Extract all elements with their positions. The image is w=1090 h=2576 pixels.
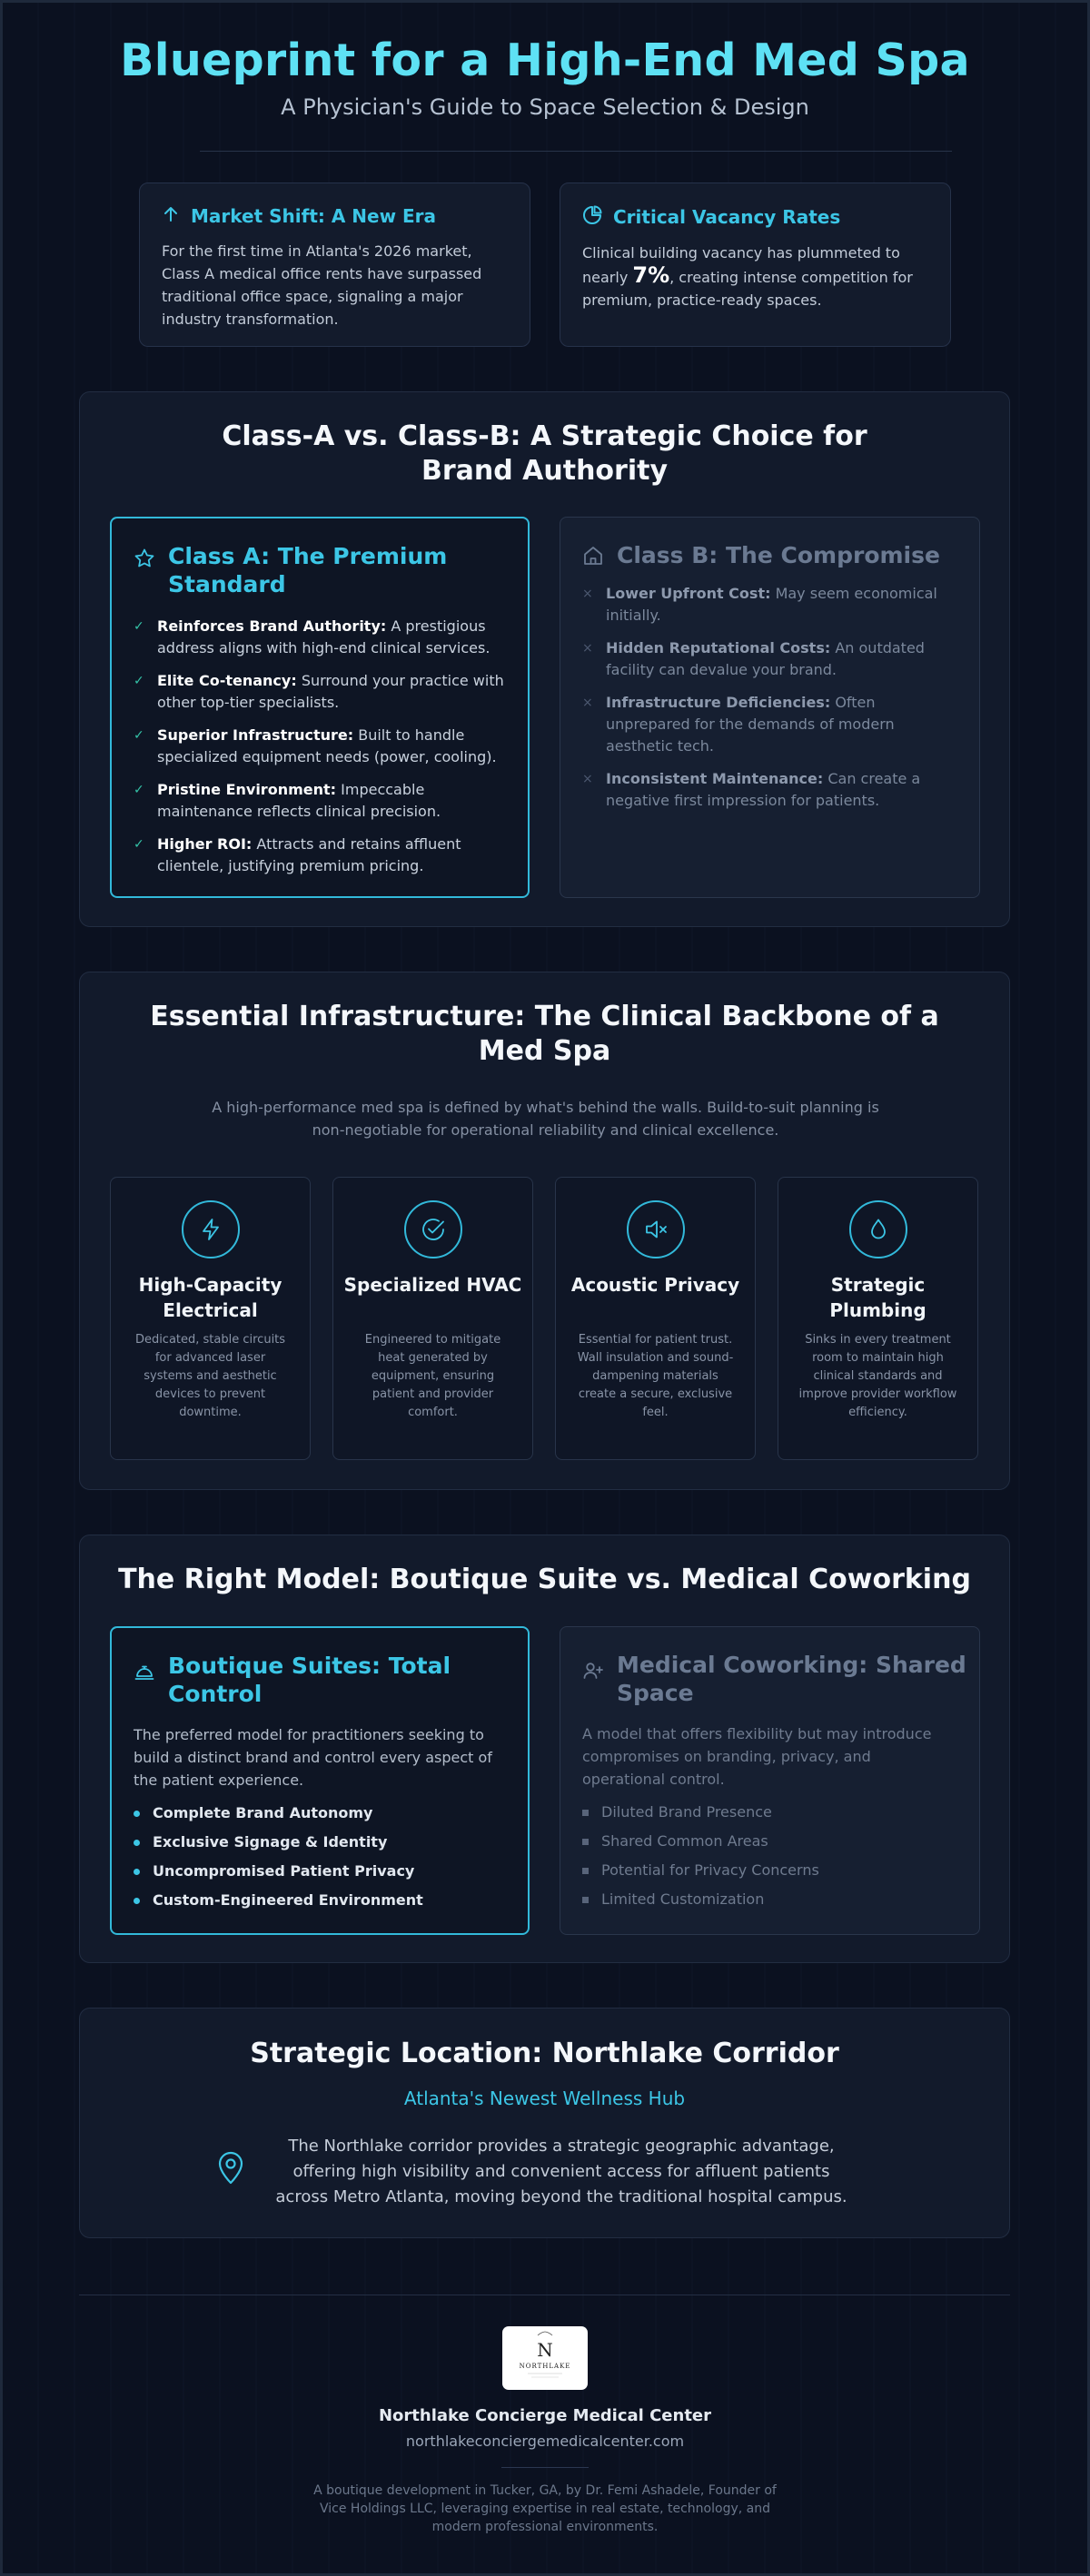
- list-item: [582, 768, 957, 812]
- stat-text-start: Clinical building vacancy has plummeted to nearly: [582, 244, 900, 286]
- x-icon: ×: [582, 772, 593, 786]
- infra-text: Sinks in every treatment room to maintain high clinical standards and improve provider workflow efficiency.: [798, 1333, 957, 1419]
- infra-title: High-Capacity Electrical: [138, 1274, 282, 1321]
- list-item: [134, 779, 506, 823]
- class-b-card: [560, 517, 980, 898]
- bullet-square: [582, 1839, 589, 1845]
- item-text: Uncompromised Patient Privacy: [153, 1862, 415, 1880]
- item-label: Superior Infrastructure:: [157, 726, 354, 744]
- item-text: Diluted Brand Presence: [601, 1803, 772, 1821]
- check-circle-icon: [404, 1200, 462, 1258]
- arrow-up-icon: [162, 205, 180, 227]
- star-icon: [134, 548, 155, 573]
- bullet-square: [582, 1868, 589, 1874]
- item-text: A prestigious address aligns with high-end clinical services.: [157, 617, 490, 656]
- stat-text: For the first time in Atlanta's 2026 market, Class A medical office rents have surpassed traditional office space, signaling a major industry transformation.: [162, 242, 482, 328]
- bullet-dot: [134, 1898, 140, 1904]
- infra-text: Essential for patient trust. Wall insulation and sound-dampening materials create a secure, exclusive feel.: [577, 1333, 734, 1419]
- location-text: The Northlake corridor provides a strategic geographic advantage, offering high visibility and convenient access for affluent patients across Metro Atlanta, moving beyond the traditional hospital campus.: [275, 2137, 847, 2206]
- bullet-dot: [134, 1840, 140, 1846]
- item-text: Built to handle specialized equipment needs (power, cooling).: [157, 726, 497, 765]
- bullet-square: [582, 1897, 589, 1903]
- item-text: May seem economical initially.: [606, 585, 937, 624]
- class-a-list: [134, 616, 506, 888]
- infra-title: Specialized HVAC: [343, 1274, 522, 1296]
- bullet-square: [582, 1810, 589, 1816]
- item-label: Pristine Environment:: [157, 781, 337, 798]
- x-icon: ×: [582, 696, 593, 710]
- list-item: [582, 692, 957, 757]
- lightning-icon: [182, 1200, 240, 1258]
- item-text: Attracts and retains affluent clientele, justifying premium pricing.: [157, 835, 461, 874]
- logo-word: NORTHLAKE: [519, 2363, 571, 2370]
- stat-card-market-shift: [139, 183, 530, 347]
- infra-text: Dedicated, stable circuits for advanced laser systems and aesthetic devices to prevent downtime.: [134, 1333, 286, 1419]
- item-label: Elite Co-tenancy:: [157, 672, 297, 689]
- item-text: Custom-Engineered Environment: [153, 1891, 423, 1909]
- list-item: [134, 1861, 506, 1881]
- droplet-icon: [849, 1200, 907, 1258]
- list-item: [582, 1890, 957, 1910]
- page-title: Blueprint for a High-End Med Spa: [120, 35, 970, 86]
- check-icon: ✓: [134, 674, 144, 688]
- item-text: An outdated facility can devalue your brand.: [606, 639, 925, 678]
- model-section: [79, 1535, 1010, 1963]
- stat-text-end: , creating intense competition for premium, practice-ready spaces.: [582, 269, 913, 309]
- card-description: A model that offers flexibility but may introduce compromises on branding, privacy, and operational control.: [582, 1725, 932, 1788]
- location-section: [79, 2008, 1010, 2238]
- infra-card-electrical: [110, 1177, 311, 1460]
- item-text: Shared Common Areas: [601, 1832, 768, 1850]
- list-item: [134, 1890, 506, 1910]
- bullet-dot: [134, 1811, 140, 1817]
- bullet-dot: [134, 1869, 140, 1875]
- infra-card-acoustic: [555, 1177, 756, 1460]
- concierge-bell-icon: [134, 1661, 155, 1686]
- northlake-logo: [502, 2326, 588, 2390]
- card-title: Boutique Suites: Total Control: [168, 1653, 451, 1707]
- class-b-list: [582, 583, 957, 823]
- item-text: Often unprepared for the demands of modern aesthetic tech.: [606, 694, 895, 755]
- page-subtitle: A Physician's Guide to Space Selection & Design: [281, 94, 809, 120]
- header-divider: [200, 151, 952, 152]
- card-title: Class A: The Premium Standard: [168, 543, 448, 597]
- section-title: Essential Infrastructure: The Clinical Backbone of a Med Spa: [150, 1001, 939, 1067]
- card-title: Class B: The Compromise: [617, 542, 940, 568]
- list-item: [582, 583, 957, 627]
- list-item: [134, 670, 506, 714]
- section-title: Class-A vs. Class-B: A Strategic Choice for Brand Authority: [222, 420, 867, 487]
- item-text: Can create a negative first impression for patients.: [606, 770, 921, 809]
- item-text: Exclusive Signage & Identity: [153, 1833, 388, 1851]
- item-label: Lower Upfront Cost:: [606, 585, 771, 602]
- list-item: [582, 1802, 957, 1822]
- check-icon: ✓: [134, 837, 144, 852]
- class-comparison-section: [79, 391, 1010, 927]
- item-label: Hidden Reputational Costs:: [606, 639, 831, 656]
- boutique-card: [110, 1626, 530, 1935]
- card-title: Medical Coworking: Shared Space: [617, 1652, 966, 1706]
- item-label: Infrastructure Deficiencies:: [606, 694, 831, 711]
- list-item: [134, 1832, 506, 1852]
- footer-note: A boutique development in Tucker, GA, by Dr. Femi Ashadele, Founder of Vice Holdings LLC, leveraging expertise in real estate, technology, and modern professional environments.: [313, 2483, 777, 2534]
- item-label: Inconsistent Maintenance:: [606, 770, 824, 787]
- item-text: Potential for Privacy Concerns: [601, 1861, 819, 1879]
- coworking-list: [582, 1802, 957, 1919]
- infra-text: Engineered to mitigate heat generated by equipment, ensuring patient and provider comfort.: [364, 1333, 501, 1419]
- list-item: [582, 1831, 957, 1851]
- coworking-card: [560, 1626, 980, 1935]
- check-icon: ✓: [134, 728, 144, 743]
- check-icon: ✓: [134, 619, 144, 634]
- list-item: [134, 725, 506, 768]
- x-icon: ×: [582, 587, 593, 601]
- class-a-card: [110, 517, 530, 898]
- item-text: Complete Brand Autonomy: [153, 1804, 373, 1821]
- logo-monogram: N: [537, 2339, 553, 2361]
- x-icon: ×: [582, 641, 593, 656]
- stat-title: Critical Vacancy Rates: [613, 206, 841, 228]
- vacancy-rate-value: 7%: [632, 262, 670, 288]
- item-label: Reinforces Brand Authority:: [157, 617, 387, 635]
- boutique-list: [134, 1803, 506, 1920]
- pie-chart-icon: [582, 205, 602, 229]
- list-item: [582, 1860, 957, 1880]
- infra-title: Acoustic Privacy: [570, 1274, 740, 1296]
- section-intro: A high-performance med spa is defined by what's behind the walls. Build-to-suit planning is non-negotiable for operational reliability and clinical excellence.: [212, 1099, 879, 1139]
- item-text: Surround your practice with other top-tier specialists.: [157, 672, 504, 711]
- card-description: The preferred model for practitioners seeking to build a distinct brand and control every aspect of the patient experience.: [134, 1726, 492, 1789]
- stat-card-vacancy: [560, 183, 951, 347]
- item-text: Impeccable maintenance reflects clinical precision.: [157, 781, 441, 820]
- footer-website-link[interactable]: northlakeconciergemedicalcenter.com: [405, 2433, 685, 2450]
- stat-title: Market Shift: A New Era: [191, 205, 437, 227]
- list-item: [134, 616, 506, 659]
- infra-title: Strategic Plumbing: [829, 1274, 926, 1321]
- infra-card-hvac: [332, 1177, 533, 1460]
- infrastructure-section: [79, 972, 1010, 1490]
- item-text: Limited Customization: [601, 1890, 765, 1908]
- infra-card-plumbing: [778, 1177, 978, 1460]
- item-label: Higher ROI:: [157, 835, 253, 853]
- map-pin-icon: [214, 2150, 247, 2190]
- speaker-mute-icon: [627, 1200, 685, 1258]
- user-plus-icon: [582, 1660, 604, 1685]
- location-subtitle: Atlanta's Newest Wellness Hub: [403, 2087, 686, 2109]
- stat-text: [582, 242, 928, 311]
- section-title: The Right Model: Boutique Suite vs. Medical Coworking: [118, 1564, 971, 1595]
- footer-company-name: Northlake Concierge Medical Center: [378, 2406, 712, 2425]
- list-item: [134, 1803, 506, 1823]
- section-title: Strategic Location: Northlake Corridor: [250, 2038, 839, 2069]
- list-item: [134, 834, 506, 877]
- list-item: [582, 637, 957, 681]
- footer-separator: [501, 2467, 589, 2468]
- building-icon: [582, 545, 604, 570]
- check-icon: ✓: [134, 783, 144, 797]
